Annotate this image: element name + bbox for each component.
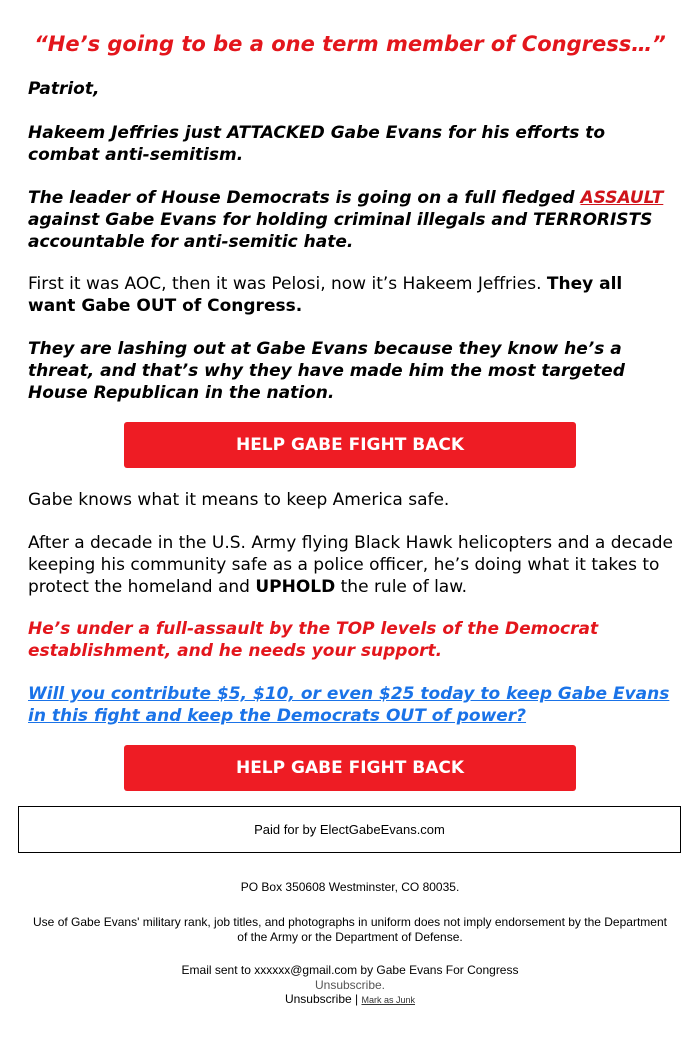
paragraph-lashing-out: They are lashing out at Gabe Evans because they know he’s a threat, and that’s why they have made him the most targeted House Republican in the nation.	[28, 339, 625, 403]
mark-as-junk-link[interactable]: Mark as Junk	[361, 995, 416, 1005]
paid-for-box: Paid for by ElectGabeEvans.com	[18, 806, 681, 853]
paragraph-army	[28, 532, 673, 598]
help-gabe-fight-back-button-top[interactable]: HELP GABE FIGHT BACK	[124, 422, 576, 468]
footer-disclaimer: Use of Gabe Evans' military rank, job titles, and photographs in uniform does not imply endorsement by the Department of the Army or the Department of Defense.	[33, 915, 667, 944]
paragraph-full-assault: He’s under a full-assault by the TOP levels of the Democrat establishment, and he needs your support.	[28, 619, 599, 661]
footer-unsubscribe-grey	[30, 978, 670, 993]
aoc-bold-text: They all want Gabe OUT of Congress.	[28, 274, 623, 316]
assault-text-after: against Gabe Evans for holding criminal illegals and TERRORISTS accountable for anti-semitic hate.	[28, 210, 653, 252]
contribute-link[interactable]: Will you contribute $5, $10, or even $25 today to keep Gabe Evans in this fight and keep the Democrats OUT of power?	[28, 684, 670, 726]
army-text-after: the rule of law.	[335, 577, 467, 597]
footer-email-line: Email sent to xxxxxx@gmail.com by Gabe Evans For Congress	[181, 963, 519, 977]
headline: “He’s going to be a one term member of Congress…”	[34, 32, 666, 56]
paragraph-keep-safe: Gabe knows what it means to keep America safe.	[28, 490, 450, 510]
uphold-bold-text: UPHOLD	[255, 577, 336, 597]
footer-separator: |	[355, 992, 359, 1006]
footer-unsubscribe-row	[30, 992, 670, 1008]
greeting: Patriot,	[28, 79, 100, 99]
unsubscribe-link[interactable]: Unsubscribe	[284, 992, 352, 1006]
assault-text-before: The leader of House Democrats is going on a full fledged	[28, 188, 581, 208]
footer-address: PO Box 350608 Westminster, CO 80035.	[240, 880, 460, 894]
aoc-text: First it was AOC, then it was Pelosi, now it’s Hakeem Jeffries.	[28, 274, 547, 294]
help-gabe-fight-back-button-bottom[interactable]: HELP GABE FIGHT BACK	[124, 745, 576, 791]
paragraph-assault	[28, 187, 673, 253]
army-text-before: After a decade in the U.S. Army flying Black Hawk helicopters and a decade keeping his community safe as a police officer, he’s doing what it takes to protect the homeland and	[28, 533, 673, 597]
assault-link[interactable]: ASSAULT	[580, 188, 664, 208]
unsubscribe-link-grey[interactable]: Unsubscribe.	[314, 978, 386, 992]
paragraph-attacked: Hakeem Jeffries just ATTACKED Gabe Evans for his efforts to combat anti-semitism.	[28, 123, 606, 165]
paragraph-aoc	[28, 273, 673, 317]
